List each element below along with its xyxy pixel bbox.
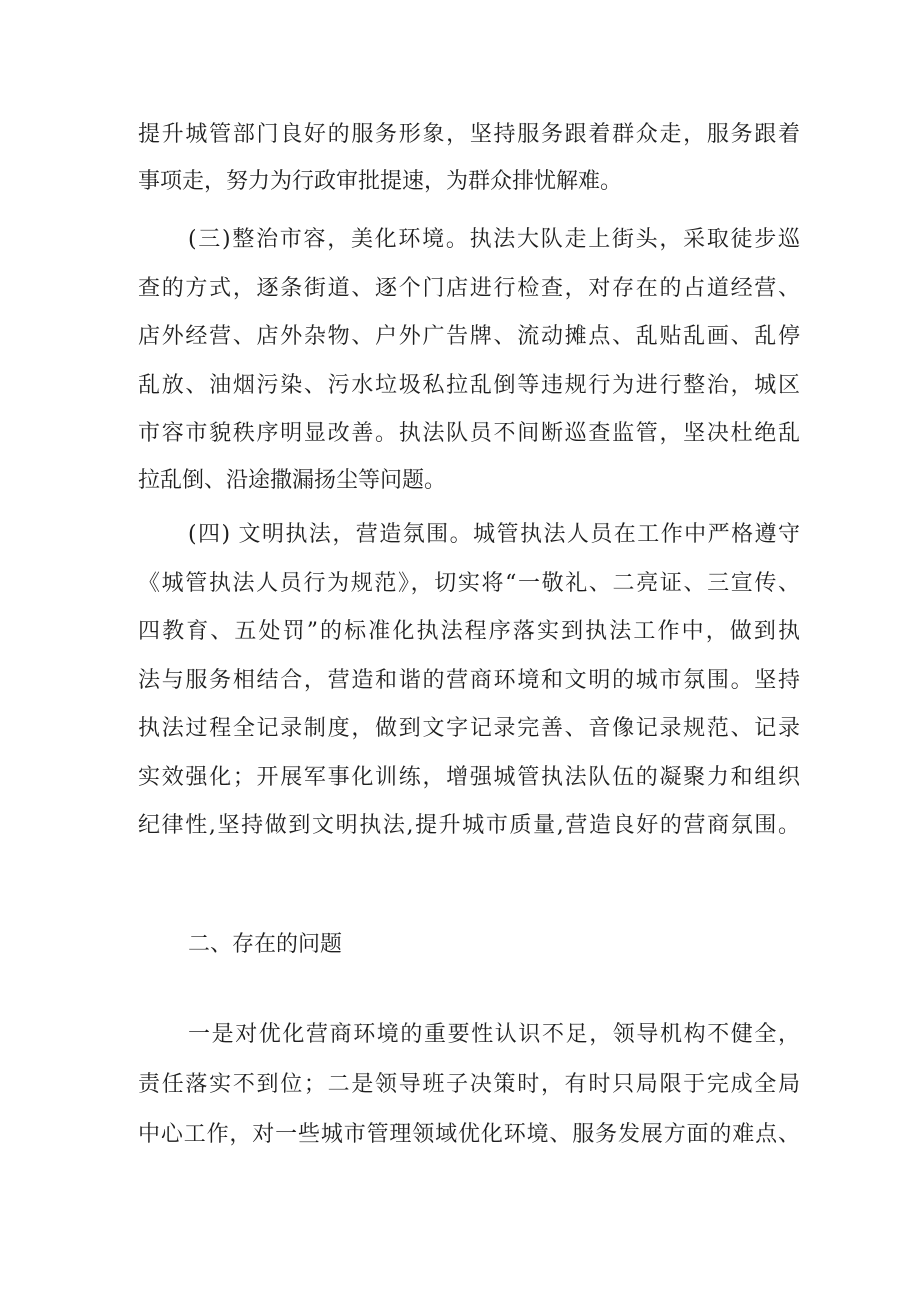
paragraph-line: 提升城管部门良好的服务形象，坚持服务跟着群众走，服务跟着 [138,122,800,147]
paragraph-line: 一是对优化营商环境的重要性认识不足，领导机构不健全， [188,1022,800,1047]
section-heading: 二、存在的问题 [188,932,343,957]
paragraph-line: 责任落实不到位；二是领导班子决策时，有时只局限于完成全局 [138,1072,800,1097]
paragraph-line: 中心工作，对一些城市管理领域优化环境、服务发展方面的难点、 [138,1122,800,1147]
paragraph-line: 乱放、油烟污染、污水垃圾私拉乱倒等违规行为进行整治，城区 [138,373,800,398]
paragraph-line: 查的方式，逐条街道、逐个门店进行检查，对存在的占道经营、 [138,276,800,301]
paragraph-line: 四教育、五处罚”的标准化执法程序落实到执法工作中，做到执 [138,619,800,644]
paragraph-line: 法与服务相结合，营造和谐的营商环境和文明的城市氛围。坚持 [138,668,800,693]
paragraph-line: 拉乱倒、沿途撒漏扬尘等问题。 [138,468,447,493]
paragraph-line: 实效强化；开展军事化训练，增强城管执法队伍的凝聚力和组织 [138,765,800,790]
paragraph-line: 市容市貌秩序明显改善。执法队员不间断巡查监管，坚决杜绝乱 [138,421,800,446]
paragraph-line: 纪律性,坚持做到文明执法,提升城市质量,营造良好的营商氛围。 [138,813,800,838]
paragraph-line: 执法过程全记录制度，做到文字记录完善、音像记录规范、记录 [138,716,800,741]
paragraph-line: (三)整治市容，美化环境。执法大队走上街头，采取徒步巡 [188,227,800,252]
paragraph-line: 事项走，努力为行政审批提速，为群众排忧解难。 [138,169,623,194]
paragraph-line: 《城管执法人员行为规范》，切实将“一敬礼、二亮证、三宣传、 [138,571,800,596]
paragraph-line: 店外经营、店外杂物、户外广告牌、流动摊点、乱贴乱画、乱停 [138,324,800,349]
paragraph-line: (四) 文明执法，营造氛围。城管执法人员在工作中严格遵守 [188,522,800,547]
